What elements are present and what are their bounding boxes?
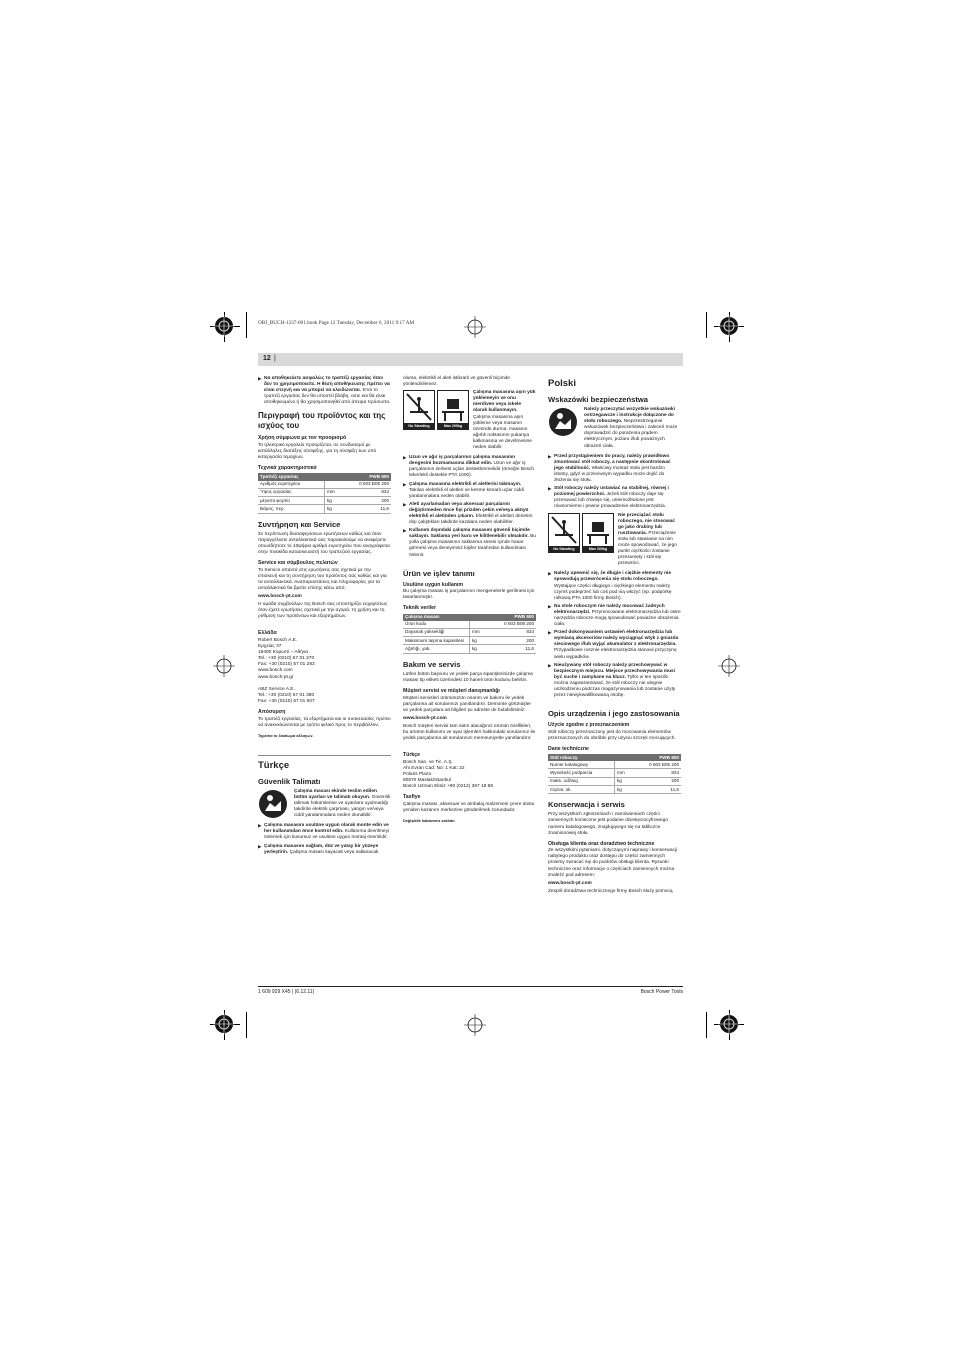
table-row: maks. udźwig kg 200 xyxy=(548,777,681,785)
section-heading: Güvenlik Talimatı xyxy=(258,776,321,786)
table-row: Wysokość podparcia mm 834 xyxy=(548,769,681,777)
address-line: 19400 Κορωπί – Αθήνα xyxy=(258,650,309,656)
address-line: 80670 Maslak/Istanbul xyxy=(403,778,451,784)
paragraph: Zespół doradztwa technicznego firmy Bosch służy pomocą xyxy=(548,888,673,894)
address-line: Ahi Evran Cad. No: 1 Kat: 22 xyxy=(403,765,465,771)
table-row: μέγιστο φορτίο kg 200 xyxy=(258,497,391,505)
crosshair-icon xyxy=(718,655,740,677)
crop-mark xyxy=(246,1012,247,1038)
bullet-item: ▶ Przed dokonywaniem ustawień elektronarzędzia lub wymianą akcesoriów należy wyciągnąć wtyk z gniazda sieciowego i/lub wyjąć akumulator z elektronarzędzia. Przypadkowe rusznie elektronarzędzia stanowi przyczynę wielu wypadków. xyxy=(548,630,679,660)
url-link[interactable]: www.bosch-pt.com xyxy=(403,715,447,721)
subsection-heading: Obsługa klienta oraz doradztwo techniczne xyxy=(548,840,655,847)
address-line: Tel.: +30 (0210) 57 01 270 xyxy=(258,656,315,662)
address-line: ABZ Service A.E. xyxy=(258,686,295,692)
changes-notice: Değişiklik haklarımız saklıdır. xyxy=(403,819,456,823)
table-row: Ürün kodu 0 603 B05 200 xyxy=(403,621,536,629)
section-heading: Ürün ve işlev tanımı xyxy=(403,568,475,578)
no-standing-icon: No Standing xyxy=(403,390,435,430)
address-line: Bosch Uzman Eksiz +90 (0212) 367 18 88 xyxy=(403,784,493,790)
column-turkish xyxy=(403,376,536,824)
table-header: PWB 600 xyxy=(347,473,391,480)
arrow-bullet-icon: ▶ xyxy=(403,501,407,507)
address-line: Polaris Plaza xyxy=(403,771,431,777)
subsection-heading: Απόσυρση xyxy=(258,708,286,715)
table-header: PWB 600 xyxy=(637,754,681,761)
arrow-bullet-icon: ▶ xyxy=(548,486,552,492)
bullet-item: ▶ Nieużywany stół roboczy należy przechowywać w bezpiecznym miejscu. Miejsce przechowywania musi być suche i zamykane na klucz. Tylko w ten sposób można zagwarantować, że stół roboczy nie ulegnie uszkodzeniu podczas magazynowania lub zostanie użyty przez niewykwalifikowaną osobę. xyxy=(548,662,676,699)
arrow-bullet-icon: ▶ xyxy=(548,603,552,609)
subsection-heading: Χρήση σύμφωνα με τον προορισμό xyxy=(258,435,347,442)
page-header-bar xyxy=(258,353,683,366)
paragraph: Bosch müşteri servisi tam satın alacağınız ürünün özellikleri, bu ürünün kullanımı ve ayar işlemleri hakkındaki sorularınız ile yedek parçalarına ait sorularınızı memnuniyetle yanıtlandırır. xyxy=(403,723,536,742)
arrow-bullet-icon: ▶ xyxy=(258,823,262,829)
footer-brand: Bosch Power Tools xyxy=(640,989,683,995)
paragraph: olursa, elektrikli el aleti istikrarlı ve güvenli biçimde yönlendirilemez. xyxy=(403,376,510,388)
subsection-heading: Service και σύμβουλος πελατών xyxy=(258,560,338,567)
no-standing-icon: No Standing xyxy=(548,513,580,553)
table-row: Ύψος εργασίας mm 834 xyxy=(258,488,391,496)
max-load-icon: Max 200kg xyxy=(582,513,614,553)
address-line: www.bosch-pt.gr xyxy=(258,674,294,680)
subsection-heading: Teknik veriler xyxy=(403,605,437,612)
language-heading: Polski xyxy=(548,378,576,389)
page-separator: | xyxy=(274,355,276,362)
address-line: Ερχείας 37 xyxy=(258,644,282,650)
table-header: Stół roboczy xyxy=(548,754,615,761)
address-line: Robert Bosch A.E. xyxy=(258,637,298,643)
bullet-item: ▶ Να αποθηκεύετε ασφαλώς το τραπέζι εργασίας όταν δεν το χρησιμοποιείτε. Η θέση αποθήκευσης πρέπει να είναι στεγνή και να μπορεί να κλειδώνεται. Έτσι το τραπέζι εργασίας δεν θα υποστεί βλάβη, ούτε και θα είναι αποθηκευμένο ή θα χρησιμοποιηθεί από άπειρα πρόσωπα. xyxy=(258,376,391,406)
tech-data-table xyxy=(403,614,536,654)
arrow-bullet-icon: ▶ xyxy=(258,843,262,849)
registration-target-icon xyxy=(213,315,235,337)
table-row: Maksimum taşıma kapasitesi kg 200 xyxy=(403,637,536,645)
arrow-bullet-icon: ▶ xyxy=(403,528,407,534)
registration-target-icon xyxy=(718,315,740,337)
print-header: OBJ_BUCH-1337-001.book Page 12 Tuesday, December 6, 2011 9:17 AM xyxy=(258,320,415,326)
crosshair-icon xyxy=(464,1014,486,1036)
subsection-heading: Użycie zgodne z przeznaczeniem xyxy=(548,722,630,729)
bullet-item: ▶ Çalışma masasını usulüne uygun olarak monte edin ve her kullanımdan önce kontrol edin. Kullanıma devrilmeyi önlemek için kusursuz ve usulüne uygun montaj önemlidir. xyxy=(258,823,390,841)
tech-data-table xyxy=(548,754,681,794)
crop-mark xyxy=(706,1012,707,1038)
arrow-bullet-icon: ▶ xyxy=(548,571,552,577)
subsection-heading: Müşteri servisi ve müşteri danışmanlığı xyxy=(403,687,500,694)
paragraph: Przy wszystkich zgłoszeniach i zamówieniach części zamiennych konieczne jest podanie dziesięciocyfrowego numeru katalogowego, znajdującego się na tabliczce znamionowej stołu. xyxy=(548,812,668,836)
registration-target-icon xyxy=(213,1013,235,1035)
paragraph: Bu çalışma masası iş parçalarının mengenelerle gerilmesi için tasarlanmıştır. xyxy=(403,589,535,601)
table-header: PWB 600 xyxy=(492,614,536,621)
paragraph: Το Service απαντά στις ερωτήσεις σας σχετικά με την επισκευή και τη συντήρηση του προϊόντος σας καθώς και για τα ανταλλακτικά. Αναπαραστάσεις και πληροφορίες για τα ανταλλακτικά θα βρείτε επίσης κάτω από: xyxy=(258,567,387,591)
section-heading: Opis urządzenia i jego zastosowania xyxy=(548,709,680,719)
arrow-bullet-icon: ▶ xyxy=(258,376,262,381)
bullet-item: ▶ Przed przystąpieniem do pracy, należy prawidłowo zmontować stół roboczy, a następnie skontrolować jego stabilność. Właściwy montaż stołu jest bardzo istotny, gdyż w przeciwnym wypadku może dojść do złożenia się stołu. xyxy=(548,453,671,484)
crosshair-icon xyxy=(213,655,235,677)
table-row: Numer katalogowy 0 603 B05 200 xyxy=(548,761,681,769)
column-greek xyxy=(258,376,391,858)
warning-block: Należy przeczytać wszystkie wskazówki ostrzegawcze i instrukcje dołączone do stołu roboczego. Nieprzestrzeganie wskazówek bezpieczeństwa i zaleceń może doprowadzić do porażenia prądem elektrycznym, pożaru i/lub poważnych obrażeń ciała. xyxy=(548,407,681,450)
table-row: Ciężar, ok. kg 11,6 xyxy=(548,786,681,794)
section-heading: Konserwacja i serwis xyxy=(548,800,625,810)
url-link[interactable]: www.bosch-pt.com xyxy=(548,880,592,886)
section-heading: Συντήρηση και Service xyxy=(258,519,341,529)
section-heading: Περιγραφή του προϊόντος και της ισχύος του xyxy=(258,411,386,431)
paragraph: Müşteri servisleri ürününüzün onarım ve bakımı ile yedek parçalarına ait sorularınızı yanıtlandırır. Demonte görünüşler ve yedek parçalara ait bilgileri şu adreste de bulabilirsiniz: xyxy=(403,695,531,713)
bullet-item: ▶ Należy upewnić się, że długie i ciężkie elementy nie spowodują przewrócenia się stołu roboczego. Wystające części długiego i ciężkiego elementu należy czymś podeprzeć lub coś pod nią włożyć (np. podpórkę rolkową PTA 1000 firmy Bosch). xyxy=(548,571,672,601)
arrow-bullet-icon: ▶ xyxy=(403,481,407,487)
url-link[interactable]: www.bosch-pt.com xyxy=(258,594,302,599)
paragraph: Σε περίπτωση διασαφηνίσεων ερωτήσεων καθώς και όταν παραγγέλνετε ανταλλακτικά σας παρακαλούμε να αναφέρετε οπωσδήποτε το 10ψήφιο αριθμό ευρετηρίου που αναγράφεται στην πινακίδα κατασκευαστή του τραπεζιού εργασίας. xyxy=(258,531,390,555)
footer-doc-number: 1 609 929 X45 | (6.12.11) xyxy=(258,989,315,995)
address-line: Fax: +30 (0210) 57 01 607 xyxy=(258,698,315,704)
bullet-item: ▶ Na stole roboczym nie należy mocować żadnych elektronarzędzi. Przymocowane elektronarzędzia lub ostre narzędzia robocze mogą spowodować poważne obrażenia ciała. xyxy=(548,603,681,628)
table-header: Çalışma masası xyxy=(403,614,470,621)
footer-rule xyxy=(258,986,683,987)
tech-data-table xyxy=(258,473,391,513)
paragraph: Ze wszystkimi pytaniami, dotyczącymi naprawy i konserwacji nabytego produktu oraz dostępu do części zamiennych prosimy zwracać się do punktów obsługi klienta. Rysunki techniczne oraz informacje o częściach zamiennych można znaleźć pod adresem: xyxy=(548,848,678,878)
table-row: Αριθμός ευρετηρίου 0 603 B05 200 xyxy=(258,481,391,489)
changes-notice: Τηρείται το δικαίωμα αλλαγών. xyxy=(258,733,314,738)
table-row: Βάρος, περ. kg 11,6 xyxy=(258,505,391,513)
subsection-heading: Dane techniczne xyxy=(548,746,589,752)
crosshair-icon xyxy=(464,316,486,338)
read-manual-icon xyxy=(548,407,578,437)
paragraph: Το ηλεκτρικό εργαλείο προορίζεται, σε συνδυασμό με κατάλληλες διατάξεις σύσφιξης, για τη σύσφιξη των υπό κατεργασία τεμαχίων. xyxy=(258,443,377,461)
crop-mark xyxy=(706,312,707,338)
section-heading: Bakım ve servis xyxy=(403,659,461,669)
arrow-bullet-icon: ▶ xyxy=(548,453,552,459)
address-line: Fax: +30 (0210) 57 01 283 xyxy=(258,662,315,668)
registration-target-icon xyxy=(718,1013,740,1035)
warning-block: Çalışma masası ekinde teslim edilen bütün ayarları ve talimatı okuyun. Güvenlik talimatı hükümlerine ve uyarılara uyulmadığı takdirde elektrik çarpması, yangın ve/veya ciddi yaralanmalara neden olunabilir. xyxy=(258,789,391,819)
arrow-bullet-icon: ▶ xyxy=(403,455,407,461)
paragraph: Το τραπέζι εργασίας, τα εξαρτήματα και οι συσκευασίες πρέπει να ανακυκλώνονται με τρόπο φιλικό προς το περιβάλλον. xyxy=(258,716,391,728)
table-row: Ağırlığı, yak. kg 11,6 xyxy=(403,645,536,653)
column-polish xyxy=(548,376,681,897)
paragraph: Çalışma masası, aksesuar ve ambalaj malzemesi çevre dostu yeniden kazanım merkezine gönderilmek zorundadır. xyxy=(403,801,535,813)
country-heading: Türkçe xyxy=(403,752,421,759)
table-header: Τραπέζι εργασίας xyxy=(258,473,325,480)
arrow-bullet-icon: ▶ xyxy=(548,662,552,668)
bullet-item: ▶ Çalışma masasına elektrikli el aletlerini takmayın. Takılan elektrikli el aletleri ve kesme kenarlı uçlar ciddi yaralanmalara neden olabilir. xyxy=(403,481,524,499)
bullet-item: ▶ Çalışma masasını sağlam, düz ve yatay bir yüzeye yerleştirin. Çalışma masası kayacak veya sallanacak xyxy=(258,843,379,855)
paragraph: Lütfen bütün başvuru ve yedek parça siparişlerinizde çalışma masası tip etiketi üzerindeki 10 haneli ürün kodunu belirtin. xyxy=(403,671,533,683)
paragraph: Η ομάδα συμβούλων της Bosch σας υποστηρίζει ευχαρίστως όταν έχετε ερωτήσεις σχετικά με την αγορά, τη χρήση και τη ρύθμιση των προϊόντων και εξαρτημάτων. xyxy=(258,602,388,620)
bullet-item: ▶ Stół roboczy należy ustawiać na stabilnej, równej i poziomej powierzchni. Jeżeli stół roboczy daje się przesuwać lub chwieje się, uniemożliwione jest równomierne i pewne prowadzenie elektronarzędzia. xyxy=(548,486,669,510)
read-manual-icon xyxy=(258,789,288,819)
arrow-bullet-icon: ▶ xyxy=(548,630,552,636)
max-load-icon: Max 200kg xyxy=(437,390,469,430)
paragraph: Stół roboczy przeznaczony jest do mocowania elementów przeznaczonych do obróbki przy użyciu szczęk mocujących. xyxy=(548,729,676,741)
subsection-heading: Τεχνικά χαρακτηριστικά xyxy=(258,465,317,472)
address-line: Tel.: +30 (0210) 57 01 380 xyxy=(258,692,315,698)
page-number: 12 xyxy=(263,355,271,362)
bullet-item: ▶ Aleti ayarlamadan veya aksesuar parçalarını değiştirmeden önce fişi prizden çekin ve/veya aküyü elektrikli el aletinden çıkarın. Elektrikli el aletleri denetim dışı çalıştıkları takdirde kazalara neden olabilirler. xyxy=(403,501,533,526)
address-line: Bosch San. ve Tic. A.Ş. xyxy=(403,759,453,765)
pictogram-block: No Standing Max 200kg Nie przeciążać stołu roboczego, nie stosować go jako drabiny lub rusztowania. Przeciążenie stołu lub stawianie na nim może spowodować, że jego punkt ciężkości zostanie przesunięty i stół się przewróci. xyxy=(548,513,681,568)
bullet-item: ▶ Kullanım dışındaki çalışma masasını güvenli biçimde saklayın. Saklama yeri kuru ve kilitlenebilir olmalıdır. Bu yolla çalışma masasının saklanma süresi içinde hasar görmesi veya deneyimsiz kişiler tarafından kullanılması önlenir. xyxy=(403,528,536,558)
section-heading: Wskazówki bezpieczeństwa xyxy=(548,395,649,404)
address-line: www.bosch.com xyxy=(258,668,293,674)
subsection-heading: Usulüne uygun kullanım xyxy=(403,581,463,588)
crop-mark xyxy=(246,312,247,338)
subsection-heading: Tasfiye xyxy=(403,794,421,801)
language-heading: Türkçe xyxy=(258,755,391,771)
bullet-item: ▶ Uzun ve ağır iş parçalarının çalışma masasının dengesini bozmamasına dikkat edin. Uzun ve ağır iş parçalarının serbest uçları desteklenmelidir (örneğin Bosch tekerlekli destekle PTA 1000). xyxy=(403,455,535,479)
pictogram-block: No Standing Max 200kg Çalışma masasına aşırı yük yüklemeyin ve onu merdiven veya iskele olarak kullanmayın. Çalışma masasına aşırı yükleme veya masanın üzerinde durma, masanın ağırlık noktasının yukarıya kalkmasına ve devrilmesine neden olabilir. xyxy=(403,390,536,451)
country-heading: Ελλάδα xyxy=(258,630,277,637)
table-row: Dayanak yüksekliği mm 834 xyxy=(403,628,536,636)
